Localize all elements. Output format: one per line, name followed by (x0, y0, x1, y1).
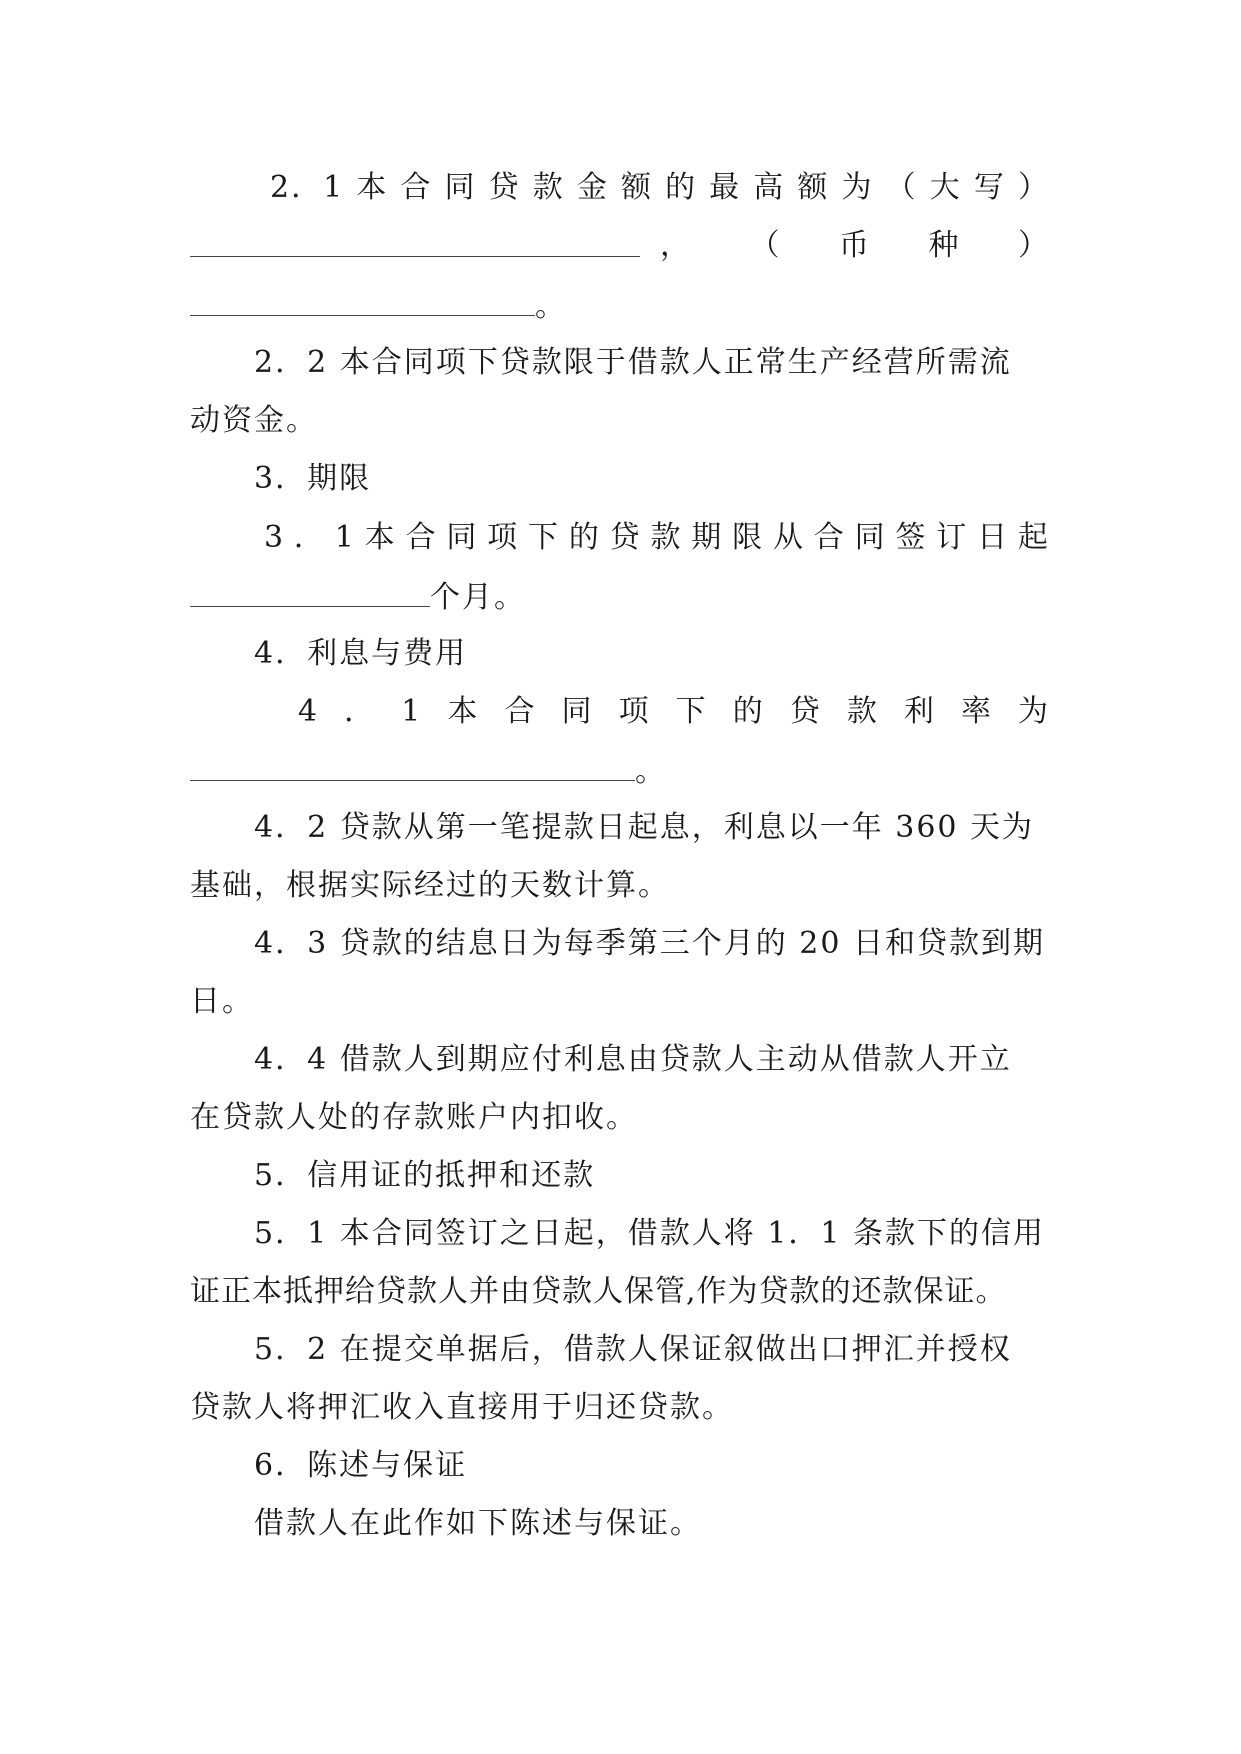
clause-2-1-line2 (190, 226, 1050, 266)
clause-4-2-line2: 基础，根据实际经过的天数计算。 (190, 868, 670, 903)
interest-rate-blank[interactable] (190, 750, 635, 781)
clause-5-1-line2: 证正本抵押给贷款人并由贷款人保管,作为贷款的还款保证。 (190, 1274, 1007, 1309)
section-6-heading: 6．陈述与保证 (254, 1448, 468, 1483)
section-6-body: 借款人在此作如下陈述与保证。 (254, 1506, 702, 1541)
section-4-heading: 4．利息与费用 (254, 636, 468, 671)
clause-4-4-line1: 4．4 借款人到期应付利息由贷款人主动从借款人开立 (254, 1042, 1012, 1077)
clause-2-2-line2: 动资金。 (190, 403, 318, 438)
loan-amount-blank[interactable] (190, 226, 640, 257)
currency-label: ， （ 币 种 ） (660, 228, 1050, 263)
loan-term-blank[interactable] (190, 576, 430, 607)
clause-2-1-line3: 。 (190, 285, 1050, 325)
clause-4-2-line1: 4．2 贷款从第一笔提款日起息，利息以一年 360 天为 (254, 810, 1035, 845)
clause-4-4-line2: 在贷款人处的存款账户内扣收。 (190, 1100, 638, 1135)
currency-blank[interactable] (190, 285, 535, 316)
clause-2-1-number: 2．1 (270, 170, 345, 205)
clause-5-2-line1: 5．2 在提交单据后，借款人保证叙做出口押汇并授权 (254, 1332, 1012, 1367)
clause-2-1-line1: 2．1 本 合 同 贷 款 金 额 的 最 高 额 为 （ 大 写 ） (190, 168, 1050, 208)
clause-4-3-line2: 日。 (190, 984, 254, 1019)
section-3-heading: 3．期限 (254, 461, 372, 496)
clause-4-1-line2: 。 (190, 750, 1050, 790)
clause-4-3-line1: 4．3 贷款的结息日为每季第三个月的 20 日和贷款到期 (254, 926, 1045, 961)
clause-3-1-line1: 3 ． 1 本 合 同 项 下 的 贷 款 期 限 从 合 同 签 订 日 起 (264, 520, 1050, 555)
clause-3-1-line2: 个月。 (190, 576, 1050, 616)
clause-5-2-line2: 贷款人将押汇收入直接用于归还贷款。 (190, 1390, 734, 1425)
clause-5-1-line1: 5．1 本合同签订之日起，借款人将 1．1 条款下的信用 (254, 1216, 1045, 1251)
clause-2-2-line1: 2．2 本合同项下贷款限于借款人正常生产经营所需流 (254, 345, 1012, 380)
clause-4-1-line1: 4 ． 1 本 合 同 项 下 的 贷 款 利 率 为 (298, 694, 1050, 729)
section-5-heading: 5．信用证的抵押和还款 (254, 1158, 596, 1193)
